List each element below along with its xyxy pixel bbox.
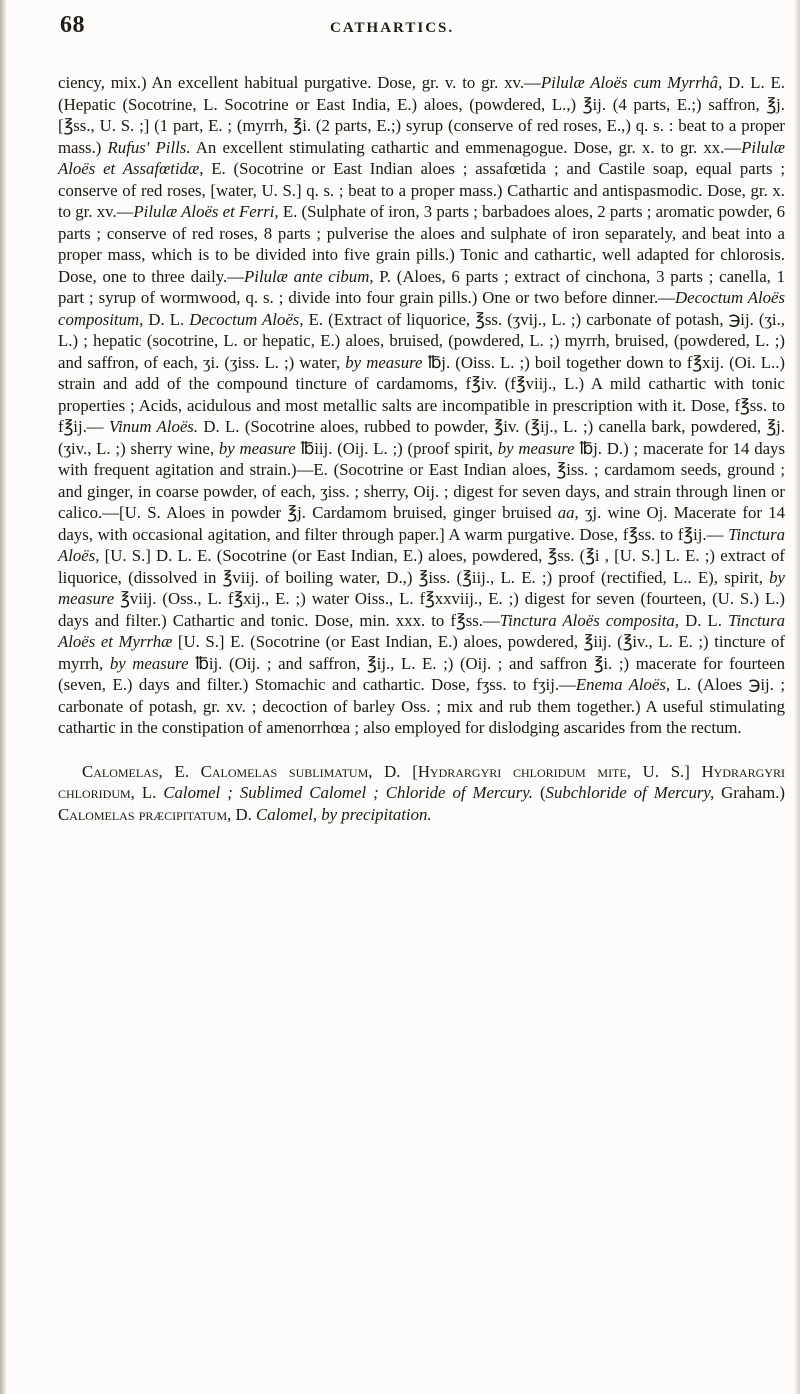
- latin-name: Rufus' Pills.: [107, 137, 191, 157]
- italic-phrase: by measure: [497, 438, 575, 458]
- latin-name: Tinctura Aloës,: [58, 524, 785, 565]
- page-number: 68: [60, 12, 85, 38]
- body-text: [58, 72, 785, 825]
- latin-name: Pilulæ Aloës cum Myrrhâ,: [540, 73, 723, 92]
- entry-heading: Calomelas: [82, 761, 159, 781]
- synonym: Calomel, by precipitation.: [256, 804, 432, 824]
- entry-heading: Hydrargyri chloridum mite: [417, 761, 627, 781]
- italic-phrase: by measure: [109, 653, 189, 673]
- latin-name: Tinctura Aloës composita,: [499, 610, 680, 630]
- synonym: Subchloride of Mercury,: [545, 783, 715, 802]
- latin-name: Decoctum Aloës compositum,: [58, 288, 785, 329]
- latin-name: Pilulæ ante cibum,: [244, 266, 374, 286]
- running-title: CATHARTICS.: [330, 20, 455, 36]
- synonyms: Calomel ; Sublimed Calomel ; Chloride of Mercury.: [163, 783, 533, 802]
- running-head: [60, 10, 780, 44]
- paragraph-calomelas: Calomelas, E. Calomelas sublimatum, D. [Hydrargyri chloridum mite, U. S.] Hydrargyri chloridum, L. Calomel ; Sublimed Calomel ; Chloride of Mercury. (Subchloride of Mercury, Graham.) Calomelas præcipitatum, D. Calomel, by precipitation.: [58, 761, 786, 824]
- latin-name: Pilulæ Aloës et Assafœtidæ,: [58, 137, 785, 178]
- latin-name: Vinum Aloës.: [108, 417, 199, 436]
- paragraph-aloes-preparations: ciency, mix.) An excellent habitual purgative. Dose, gr. v. to gr. xv.—Pilulæ Aloës cum Myrrhâ, D. L. E. (Hepatic (Socotrine, L. Socotrine or East India, E.) aloes, (powdered, L.,) ℥ij. (4 parts, E.;) saffron, ℥j. [℥ss., U. S. ;] (1 part, E. ; (myrrh, ℥i. (2 parts, E.;) syrup (conserve of red roses, E.,) q. s. : beat to a proper mass.) Rufus' Pills. An excellent stimulating cathartic and emmenagogue. Dose, gr. x. to gr. xx.—Pilulæ Aloës et Assafœtidæ, E. (Socotrine or East Indian aloes ; assafœtida ; and Castile soap, equal parts ; conserve of red roses, [water, U. S.] q. s. ; beat to a proper mass.) Cathartic and antispasmodic. Dose, gr. x. to gr. xv.—Pilulæ Aloës et Ferri, E. (Sulphate of iron, 3 parts ; barbadoes aloes, 2 parts ; aromatic powder, 6 parts ; conserve of red roses, 8 parts ; pulverise the aloes and sulphate of iron separately, and beat into a proper mass, which is to be divided into five grain pills.) Tonic and cathartic, well adapted for chlorosis. Dose, one to three daily.—Pilulæ ante cibum, P. (Aloes, 6 parts ; extract of cinchona, 3 parts ; canella, 1 part ; syrup of wormwood, q. s. ; divide into four grain pills.) One or two before dinner.—Decoctum Aloës compositum, D. L. Decoctum Aloës, E. (Extract of liquorice, ℥ss. (ʒvij., L. ;) carbonate of potash, ℈ij. (ʒi., L.) ; hepatic (socotrine, L. or hepatic, E.) aloes, bruised, (powdered, L. ;) myrrh, bruised, (powdered, L. ;) and saffron, of each, ʒi. (ʒiss. L. ;) water, by measure ℔j. (Oiss. L. ;) boil together down to f℥xij. (Oi. L..) strain and add of the compound tincture of cardamoms, f℥iv. (f℥viij., L.) A mild cathartic with tonic properties ; Acids, acidulous and most metallic salts are incompatible in prescription with it. Dose, f℥ss. to f℥ij.— Vinum Aloës. D. L. (Socotrine aloes, rubbed to powder, ℥iv. (℥ij., L. ;) canella bark, powdered, ℥j. (ʒiv., L. ;) sherry wine, by measure ℔iij. (Oij. L. ;) (proof spirit, by measure ℔j. D.) ; macerate for 14 days with frequent agitation and strain.)—E. (Socotrine or East Indian aloes, ℥iss. ; cardamom seeds, ground ; and ginger, in coarse powder, of each, ʒiss. ; sherry, Oij. ; digest for seven days, and strain through linen or calico.—[U. S. Aloes in powder ℥j. Cardamom bruised, ginger bruised aa, ʒj. wine Oj. Macerate for 14 days, with occasional agitation, and filter through paper.] A warm purgative. Dose, f℥ss. to f℥ij.— Tinctura Aloës, [U. S.] D. L. E. (Socotrine (or East Indian, E.) aloes, powdered, ℥ss. (℥i , [U. S.] L. E. ;) extract of liquorice, (dissolved in ℥viij. of boiling water, D.,) ℥iss. (℥iij., L. E. ;) proof (rectified, L.. E), spirit, by measure ℥viij. (Oss., L. f℥xij., E. ;) water Oiss., L. f℥xxviij., E. ;) digest for seven (fourteen, (U. S.) L.) days and filter.) Cathartic and tonic. Dose, min. xxx. to f℥ss.—Tinctura Aloës composita, D. L. Tinctura Aloës et Myrrhæ [U. S.] E. (Socotrine (or East Indian, E.) aloes, powdered, ℥iij. (℥iv., L. E. ;) tincture of myrrh, by measure ℔ij. (Oij. ; and saffron, ℥ij., L. E. ;) (Oij. ; and saffron ℥i. ;) macerate for fourteen (seven, E.) days and filter.) Stomachic and cathartic. Dose, fʒss. to fʒij.—Enema Aloës, L. (Aloes ℈ij. ; carbonate of potash, gr. xv. ; decoction of barley Oss. ; mix and rub them together.) A useful stimulating cathartic in the constipation of amenorrhœa ; also employed for dislodging ascarides from the rectum.: [58, 73, 786, 737]
- latin-name: Decoctum Aloës,: [189, 309, 304, 329]
- latin-name: Tinctura Aloës et Myrrhæ: [58, 610, 785, 651]
- page-edge-shadow: [794, 0, 800, 1394]
- italic-phrase: aa,: [557, 503, 579, 522]
- italic-phrase: by measure: [345, 352, 423, 372]
- italic-phrase: by measure: [58, 567, 785, 608]
- italic-phrase: by measure: [218, 438, 296, 458]
- entry-heading: Calomelas sublimatum: [200, 761, 369, 781]
- entry-heading: Calomelas præcipitatum: [58, 804, 228, 824]
- latin-name: Enema Aloës,: [575, 675, 671, 694]
- binding-shadow: [0, 0, 6, 1394]
- entry-heading: Hydrargyri chloridum: [58, 761, 786, 802]
- latin-name: Pilulæ Aloës et Ferri,: [133, 202, 279, 221]
